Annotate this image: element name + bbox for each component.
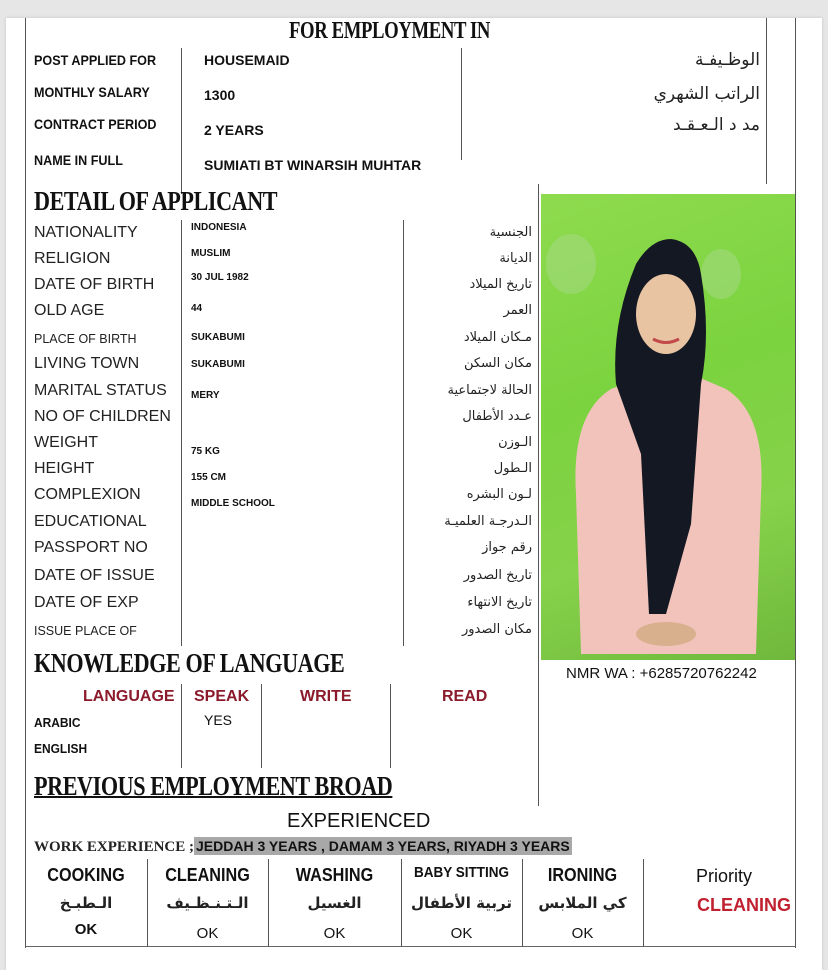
skill-cooking-header: COOKING (47, 865, 125, 885)
applicant-label-religion: RELIGION (34, 250, 111, 267)
applicant-label-educational: EDUCATIONAL (34, 513, 147, 530)
applicant-value-date-of-birth: 30 JUL 1982 (191, 272, 249, 283)
language-english: ENGLISH (34, 741, 88, 756)
applicant-arabic-date-of-issue: تاريخ الصدور (463, 568, 532, 583)
applicant-label-height: HEIGHT (34, 460, 95, 477)
applicant-arabic-issue-place-of: مكان الصدور (461, 622, 532, 637)
applicant-value-weight: 75 KG (191, 446, 220, 457)
applicant-value-old-age: 44 (191, 303, 203, 314)
applicant-label-place-of-birth: PLACE OF BIRTH (34, 332, 137, 346)
applicant-arabic-height: الـطول (493, 461, 532, 476)
language-arabic: ARABIC (34, 715, 81, 730)
applicant-arabic-no-of-children: عـدد الأطفال (462, 409, 532, 424)
contract-period-label: CONTRACT PERIOD (34, 116, 157, 132)
applicant-portrait-icon (541, 194, 795, 660)
applicant-arabic-date-of-exp: تاريخ الانتهاء (467, 595, 532, 610)
skill-baby-sitting-status: OK (450, 925, 473, 942)
skill-cleaning-arabic: الـتـنـظـيف (166, 894, 249, 912)
skill-ironing-status: OK (571, 925, 594, 942)
applicant-label-complexion: COMPLEXION (34, 486, 141, 503)
applicant-label-date-of-issue: DATE OF ISSUE (34, 567, 155, 584)
frame-left-border (25, 18, 26, 948)
applicant-label-marital-status: MARITAL STATUS (34, 382, 167, 399)
skills-table-bottom-border (25, 946, 796, 947)
application-form-page (6, 18, 822, 970)
work-experience-label: WORK EXPERIENCE ; (34, 839, 195, 855)
applicant-arabic-place-of-birth: مـكان الميلاد (463, 330, 532, 345)
applicant-arabic-religion: الديانة (499, 251, 532, 266)
applicant-label-nationality: NATIONALITY (34, 224, 138, 241)
post-applied-arabic: الوظـيفـة (694, 50, 760, 70)
language-column-header: LANGUAGE (83, 688, 175, 705)
priority-label: Priority (696, 866, 753, 886)
skill-cleaning-header: CLEANING (165, 865, 250, 885)
applicant-arabic-complexion: لـون البشره (466, 487, 532, 502)
applicant-value-complexion: MIDDLE SCHOOL (191, 498, 275, 509)
applicant-arabic-date-of-birth: تاريخ الميلاد (469, 277, 532, 292)
applicant-label-old-age: OLD AGE (34, 302, 105, 319)
applicant-value-height: 155 CM (191, 472, 227, 483)
experience-status: EXPERIENCED (287, 810, 431, 832)
skill-ironing-header: IRONING (547, 865, 618, 885)
applicant-arabic-nationality: الجنسية (489, 225, 532, 240)
applicant-value-living-town: SUKABUMI (191, 359, 245, 370)
speak-column-header: SPEAK (194, 688, 250, 705)
applicant-value-marital-status: MERY (191, 390, 220, 401)
applicant-value-religion: MUSLIM (191, 248, 231, 259)
applicant-arabic-marital-status: الحالة لاجتماعية (447, 383, 532, 398)
photo-left-border (538, 184, 539, 806)
applicant-label-weight: WEIGHT (34, 434, 98, 451)
priority-value: CLEANING (697, 895, 791, 915)
skill-cooking-status: OK (74, 921, 98, 938)
frame-right-border (795, 18, 796, 948)
applicant-label-date-of-birth: DATE OF BIRTH (34, 276, 155, 293)
applicant-arabic-educational: الـدرجـة العلميـة (444, 514, 532, 529)
applicant-divider-2 (403, 220, 404, 646)
applicant-value-place-of-birth: SUKABUMI (191, 332, 245, 343)
applicant-arabic-old-age: العمر (503, 303, 532, 318)
previous-employment-heading: PREVIOUS EMPLOYMENT BROAD (34, 771, 393, 801)
skill-washing-arabic: الغسيل (307, 894, 362, 912)
skill-ironing-arabic: كي الملابس (538, 894, 627, 912)
skill-washing-status: OK (323, 925, 346, 942)
monthly-salary-value: 1300 (204, 87, 236, 103)
monthly-salary-arabic: الراتب الشهري (653, 84, 760, 104)
full-name-label: NAME IN FULL (34, 152, 123, 168)
employment-divider-1 (181, 48, 182, 194)
post-applied-label: POST APPLIED FOR (34, 52, 157, 68)
applicant-photo (541, 194, 795, 660)
language-divider-1 (181, 684, 182, 768)
full-name-value: SUMIATI BT WINARSIH MUHTAR (204, 157, 422, 173)
applicant-label-date-of-exp: DATE OF EXP (34, 594, 139, 611)
employment-divider-2 (461, 48, 462, 160)
language-divider-2 (261, 684, 262, 768)
work-experience-line (34, 838, 572, 856)
arabic-speak-value: YES (204, 712, 233, 728)
skill-cooking-arabic: الـطبـخ (59, 894, 113, 912)
applicant-divider-1 (181, 220, 182, 646)
knowledge-of-language-heading: KNOWLEDGE OF LANGUAGE (34, 648, 345, 678)
skill-baby-sitting-header: BABY SITTING (413, 864, 510, 881)
detail-of-applicant-heading: DETAIL OF APPLICANT (34, 186, 278, 216)
skill-washing-header: WASHING (295, 865, 374, 885)
skill-baby-sitting-arabic: تربية الأطفال (411, 894, 512, 912)
applicant-label-no-of-children: NO OF CHILDREN (34, 408, 171, 425)
post-applied-value: HOUSEMAID (204, 52, 290, 68)
read-column-header: READ (442, 688, 488, 705)
applicant-arabic-living-town: مكان السكن (463, 356, 532, 371)
write-column-header: WRITE (300, 688, 352, 705)
document-title: FOR EMPLOYMENT IN (289, 18, 491, 44)
applicant-label-living-town: LIVING TOWN (34, 355, 140, 372)
applicant-arabic-weight: الـوزن (498, 435, 532, 450)
whatsapp-number: NMR WA : +6285720762242 (566, 665, 757, 682)
work-experience-value: JEDDAH 3 YEARS , DAMAM 3 YEARS, RIYADH 3 YEARS (196, 838, 570, 854)
language-divider-3 (390, 684, 391, 768)
skills-column-divider (643, 859, 644, 947)
contract-period-arabic: مد د الـعـقـد (673, 115, 760, 135)
applicant-label-passport-no: PASSPORT NO (34, 539, 148, 556)
monthly-salary-label: MONTHLY SALARY (34, 84, 150, 100)
contract-period-value: 2 YEARS (204, 122, 264, 138)
frame-right-inner-border (766, 18, 767, 184)
applicant-label-issue-place-of: ISSUE PLACE OF (34, 624, 137, 638)
applicant-value-nationality: INDONESIA (191, 222, 247, 233)
applicant-arabic-passport-no: رقم جواز (482, 540, 532, 555)
skill-cleaning-status: OK (196, 925, 219, 942)
